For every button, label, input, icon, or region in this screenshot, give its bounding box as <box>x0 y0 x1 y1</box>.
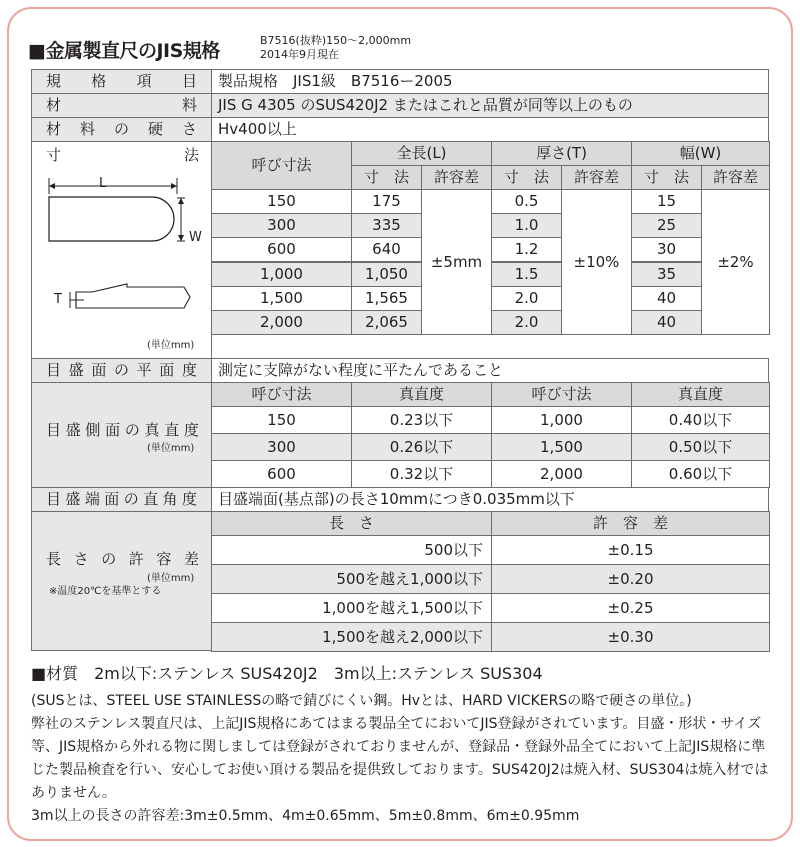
diagram-w-label: W <box>189 230 202 245</box>
perpendicularity-value: 目盛端面(基点部)の長さ10mmにつき0.035mm以下 <box>211 487 769 512</box>
material-label-text-char: 料 <box>181 96 197 114</box>
dim-head-thickness: 厚さ(T) <box>491 141 632 166</box>
hardness-label-text <box>46 122 211 137</box>
str-nominal-cell: 1,500 <box>491 433 632 461</box>
diagram-l-label: L <box>99 176 107 191</box>
dim-width-cell: 40 <box>631 286 702 311</box>
dim-thickness-cell: 0.5 <box>491 189 562 214</box>
flatness-label-text-char: 面 <box>159 361 175 379</box>
material-value: JIS G 4305 のSUS420J2 またはこれと品質が同等以上のもの <box>211 93 769 118</box>
perpendicularity-label-text-char: 面 <box>104 490 120 508</box>
lt-length-cell: 1,500を越え2,000以下 <box>211 622 492 652</box>
dimensions-unit-note: (単位mm) <box>147 340 195 351</box>
perpendicularity-label-text-char: 度 <box>181 490 197 508</box>
lt-tolerance-cell: ±0.20 <box>491 564 770 594</box>
long-length-tolerance: 3m以上の長さの許容差:3m±0.5mm、4m±0.65mm、5m±0.8mm、6m±0.95mm <box>31 808 580 824</box>
str-head-nominal: 呼び寸法 <box>211 382 352 407</box>
lt-length-cell: 1,000を越え1,500以下 <box>211 593 492 623</box>
dim-length-tolerance: ±5mm <box>421 189 492 335</box>
jis-registration-note: 弊社のステンレス製直尺は、上記JIS規格にあてはまる製品全てにおいてJIS登録がされています。目盛・形状・サイズ等、JIS規格から外れる物に関しましては登録がされておりませんが、登録品・登録外品全てにおいて上記JIS規格に準じた製品検査を行い、安心してお使い頂ける製品を提供致しております。SUS420J2は焼入材、SUS304は焼入材ではありません。 <box>31 716 769 801</box>
standard-label-text-char: 規 <box>46 72 62 90</box>
length-tolerance-label-text-char: 差 <box>183 550 199 568</box>
straightness-label-text-char: 面 <box>105 421 121 439</box>
str-value-cell: 0.60以下 <box>631 460 770 488</box>
flatness-label-text-char: 度 <box>181 361 197 379</box>
length-tolerance-label-text-char: 長 <box>46 550 62 568</box>
perpendicularity-label-text-char: 角 <box>162 490 178 508</box>
dim-sub-size: 寸 法 <box>351 165 422 190</box>
dim-head-width: 幅(W) <box>631 141 770 166</box>
dim-nominal-cell: 2,000 <box>211 310 352 335</box>
lt-length-cell: 500以下 <box>211 535 492 565</box>
dim-nominal-cell: 1,000 <box>211 262 352 287</box>
standard-label-text <box>46 74 211 89</box>
dim-nominal-cell: 1,500 <box>211 286 352 311</box>
dim-length-cell: 2,065 <box>351 310 422 335</box>
standard-label-text-char: 項 <box>136 72 152 90</box>
straightness-label-text-char: 目 <box>46 421 62 439</box>
lt-tolerance-cell: ±0.15 <box>491 535 770 565</box>
dim-thickness-cell: 1.5 <box>491 262 562 287</box>
str-nominal-cell: 1,000 <box>491 406 632 434</box>
perpendicularity-label-text-char: 直 <box>143 490 159 508</box>
perpendicularity-label <box>31 487 212 512</box>
length-tolerance-label-text-char: の <box>101 550 117 568</box>
dim-thickness-tolerance: ±10% <box>561 189 632 335</box>
lt-tolerance-cell: ±0.25 <box>491 593 770 623</box>
subtitle-date: 2014年9月現在 <box>260 48 339 61</box>
perpendicularity-label-text-char: 盛 <box>65 490 81 508</box>
straightness-label-text <box>46 423 199 438</box>
hardness-label <box>31 117 212 142</box>
standard-label-text-char: 格 <box>91 72 107 90</box>
straightness-label-text-char: 直 <box>164 421 180 439</box>
dim-width-cell: 35 <box>631 262 702 287</box>
ruler-diagram <box>32 160 212 360</box>
dim-sub-size: 寸 法 <box>491 165 562 190</box>
str-head-value-2: 真直度 <box>631 382 770 407</box>
lt-tolerance-cell: ±0.30 <box>491 622 770 652</box>
dim-length-cell: 335 <box>351 213 422 238</box>
length-tolerance-label-cell <box>31 511 212 651</box>
footer-notes <box>31 662 776 828</box>
hardness-label-text-char: 料 <box>79 120 95 138</box>
flatness-label-text <box>46 363 211 378</box>
standard-label-text-char: 目 <box>181 72 197 90</box>
str-value-cell: 0.40以下 <box>631 406 770 434</box>
str-nominal-cell: 300 <box>211 433 352 461</box>
dimensions-label-cell <box>31 141 212 359</box>
temperature-note: ※温度20℃を基準とする <box>49 586 162 597</box>
material-label <box>31 93 212 118</box>
dim-width-cell: 40 <box>631 310 702 335</box>
length-tolerance-label-text-char: さ <box>73 550 89 568</box>
dim-length-cell: 640 <box>351 237 422 262</box>
flatness-label-text-char: 面 <box>91 361 107 379</box>
perpendicularity-label-text-char: 目 <box>46 490 62 508</box>
str-nominal-cell: 150 <box>211 406 352 434</box>
dim-width-cell: 25 <box>631 213 702 238</box>
perpendicularity-label-text-char: の <box>123 490 139 508</box>
length-tolerance-label-text <box>46 552 199 567</box>
dim-nominal-cell: 300 <box>211 213 352 238</box>
length-tolerance-unit-note: (単位mm) <box>147 573 195 584</box>
flatness-value: 測定に支障がない程度に平たんであること <box>211 358 769 383</box>
subtitle-scope: B7516(抜粋)150〜2,000mm <box>260 34 412 47</box>
dim-thickness-cell: 2.0 <box>491 310 562 335</box>
material-label-text-char: 材 <box>46 96 62 114</box>
dim-sub-tol: 許容差 <box>701 165 770 190</box>
flatness-label-text-char: 目 <box>46 361 62 379</box>
str-value-cell: 0.23以下 <box>351 406 492 434</box>
perpendicularity-label-text-char: 端 <box>84 490 100 508</box>
dim-width-cell: 30 <box>631 237 702 262</box>
dim-length-cell: 175 <box>351 189 422 214</box>
dim-sub-tol: 許容差 <box>421 165 492 190</box>
dim-thickness-cell: 2.0 <box>491 286 562 311</box>
lt-head-tol: 許 容 差 <box>491 511 770 536</box>
dim-label-char1: 寸 <box>46 146 62 164</box>
sus-definition: (SUSとは、STEEL USE STAINLESSの略で錆びにくい鋼。Hvとは、HARD VICKERSの略で硬さの単位。) <box>31 693 692 709</box>
str-value-cell: 0.32以下 <box>351 460 492 488</box>
straightness-label-text-char: 側 <box>85 421 101 439</box>
hardness-label-text-char: の <box>113 120 129 138</box>
dim-width-cell: 15 <box>631 189 702 214</box>
str-value-cell: 0.26以下 <box>351 433 492 461</box>
flatness-label <box>31 358 212 383</box>
standard-value: 製品規格 JIS1級 B7516ー2005 <box>211 69 769 94</box>
straightness-label-text-char: 度 <box>183 421 199 439</box>
length-tolerance-label-text-char: 許 <box>128 550 144 568</box>
flatness-label-text-char: 平 <box>136 361 152 379</box>
dim-label-char2: 法 <box>183 146 199 164</box>
str-nominal-cell: 600 <box>211 460 352 488</box>
lt-head-length: 長 さ <box>211 511 492 536</box>
straightness-label-cell <box>31 382 212 488</box>
material-label-text <box>46 98 211 113</box>
perpendicularity-label-text <box>46 492 211 507</box>
str-value-cell: 0.50以下 <box>631 433 770 461</box>
dim-thickness-cell: 1.2 <box>491 237 562 262</box>
dim-head-nominal: 呼び寸法 <box>211 141 352 190</box>
straightness-label-text-char: 真 <box>144 421 160 439</box>
hardness-label-text-char: 硬 <box>147 120 163 138</box>
page-title: ■金属製直尺のJIS規格 <box>28 40 220 62</box>
dim-length-cell: 1,565 <box>351 286 422 311</box>
material-note: ■材質 2m以下:ステンレス SUS420J2 3m以上:ステンレス SUS304 <box>31 664 543 683</box>
flatness-label-text-char: の <box>113 361 129 379</box>
flatness-label-text-char: 盛 <box>68 361 84 379</box>
str-head-value: 真直度 <box>351 382 492 407</box>
straightness-label-text-char: 盛 <box>65 421 81 439</box>
dim-sub-size: 寸 法 <box>631 165 702 190</box>
hardness-value: Hv400以上 <box>211 117 769 142</box>
straightness-unit-note: (単位mm) <box>147 443 195 454</box>
hardness-label-text-char: 材 <box>46 120 62 138</box>
dim-width-tolerance: ±2% <box>701 189 770 335</box>
length-tolerance-label-text-char: 容 <box>156 550 172 568</box>
diagram-t-label: T <box>54 292 62 307</box>
dim-length-cell: 1,050 <box>351 262 422 287</box>
str-nominal-cell: 2,000 <box>491 460 632 488</box>
dim-nominal-cell: 600 <box>211 237 352 262</box>
lt-length-cell: 500を越え1,000以下 <box>211 564 492 594</box>
dim-sub-tol: 許容差 <box>561 165 632 190</box>
dim-nominal-cell: 150 <box>211 189 352 214</box>
hardness-label-text-char: さ <box>181 120 197 138</box>
str-head-nominal-2: 呼び寸法 <box>491 382 632 407</box>
straightness-label-text-char: の <box>124 421 140 439</box>
standard-label <box>31 69 212 94</box>
dim-thickness-cell: 1.0 <box>491 213 562 238</box>
dim-head-length: 全長(L) <box>351 141 492 166</box>
